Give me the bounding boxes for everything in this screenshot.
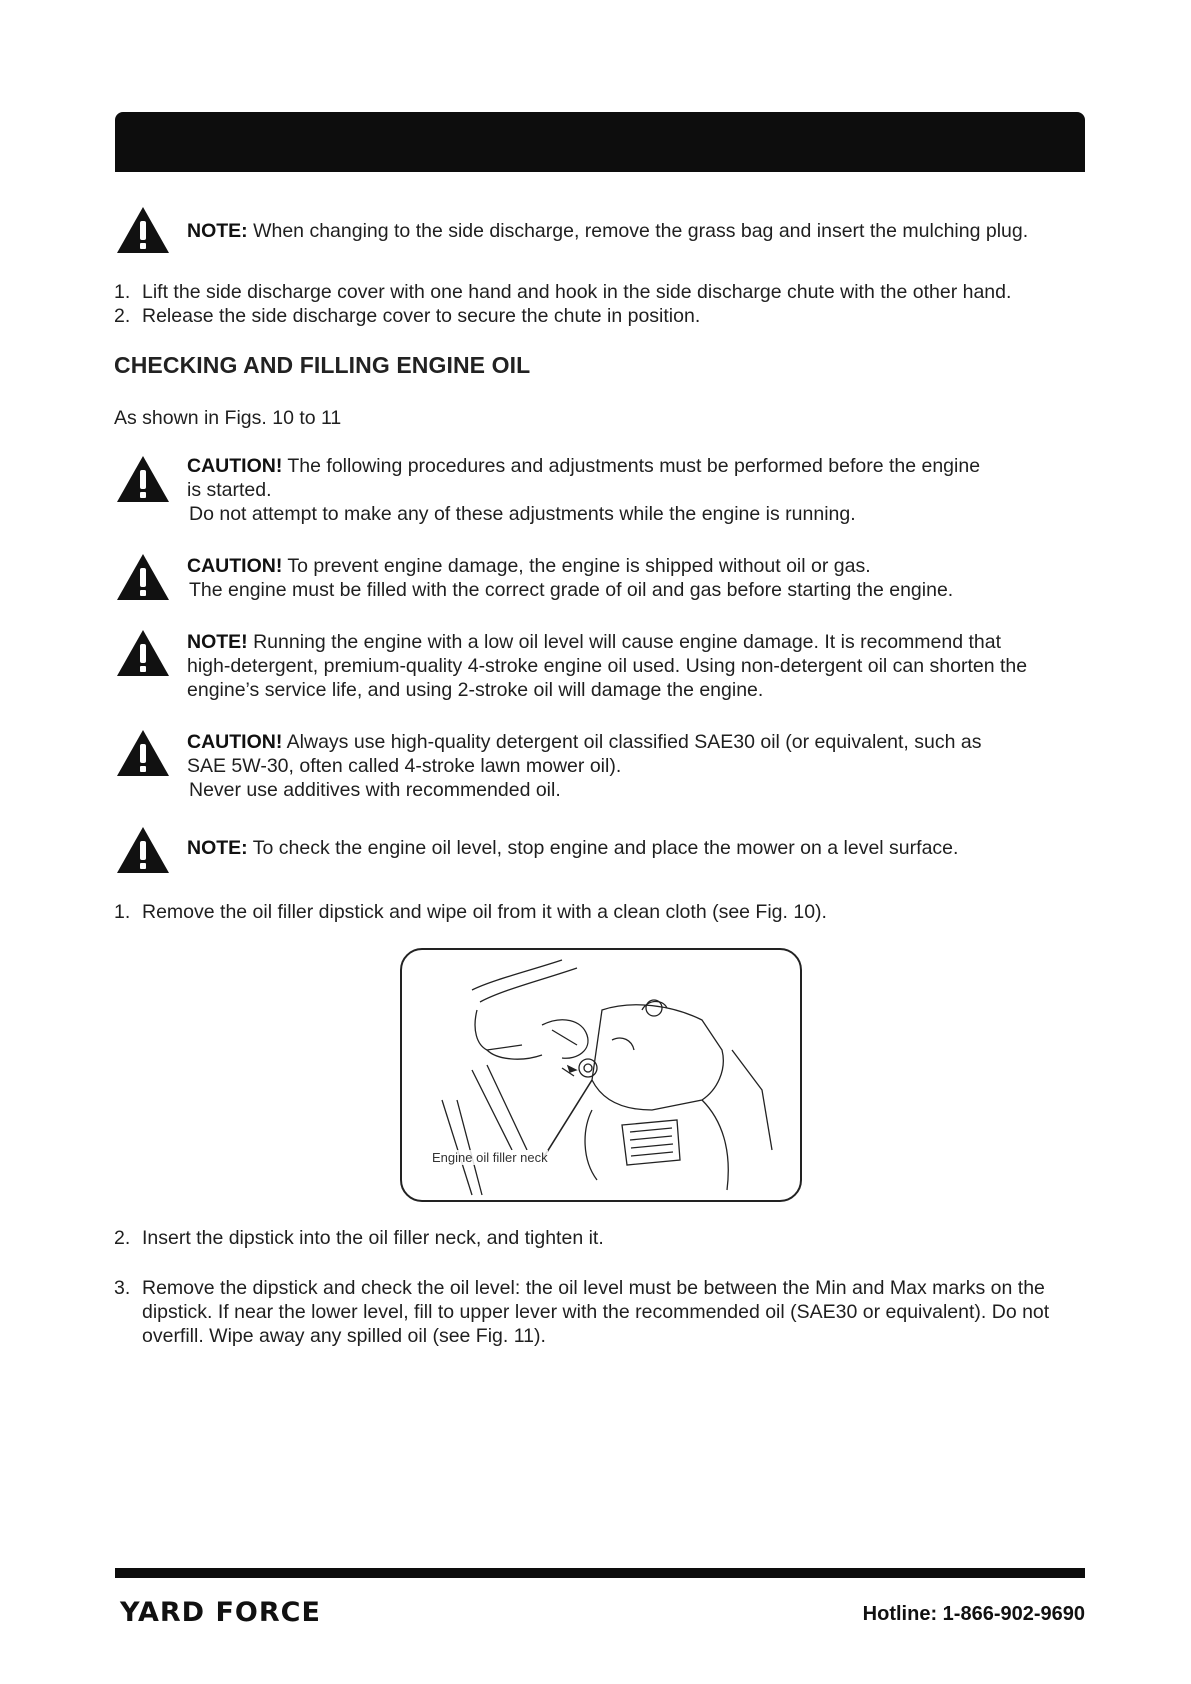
footer-bar bbox=[115, 1568, 1085, 1578]
note-text: NOTE: When changing to the side discharge, remove the grass bag and insert the mulching plug. bbox=[187, 220, 1029, 242]
list-item: 1. Remove the oil filler dipstick and wipe oil from it with a clean cloth (see Fig. 10). bbox=[114, 901, 827, 923]
list-item: 2. Release the side discharge cover to secure the chute in position. bbox=[114, 305, 701, 327]
header-bar bbox=[115, 112, 1085, 172]
warning-triangle-icon bbox=[115, 728, 171, 778]
warning-triangle-icon bbox=[115, 825, 171, 875]
caution-before-start: CAUTION! The following procedures and adjustments must be performed before the engine is started. Do not attempt to make any of these adjustments while the engine is running. bbox=[115, 448, 1085, 528]
list-item: 2. Insert the dipstick into the oil filler neck, and tighten it. bbox=[114, 1227, 604, 1249]
section-heading: CHECKING AND FILLING ENGINE OIL bbox=[114, 352, 531, 378]
brand-logo: YARD FORCE bbox=[120, 1597, 321, 1628]
warning-triangle-icon bbox=[115, 454, 171, 504]
list-item: 1. Lift the side discharge cover with one hand and hook in the side discharge chute with the other hand. bbox=[114, 281, 1012, 303]
steps-oil-1 bbox=[114, 900, 1094, 924]
warning-triangle-icon bbox=[115, 205, 171, 255]
note-side-discharge bbox=[115, 205, 1085, 261]
intro-text: As shown in Figs. 10 to 11 bbox=[114, 407, 342, 429]
hotline-text: Hotline: 1-866-902-9690 bbox=[862, 1603, 1085, 1625]
note-check-oil: NOTE: To check the engine oil level, stop engine and place the mower on a level surface. bbox=[115, 825, 1085, 881]
steps-oil-3 bbox=[114, 1276, 1094, 1348]
caution-shipped-without-oil: CAUTION! To prevent engine damage, the engine is shipped without oil or gas. The engine must be filled with the correct grade of oil and gas before starting the engine. bbox=[115, 548, 1085, 608]
figure-engine-oil-filler bbox=[400, 948, 802, 1202]
figure-callout-label: Engine oil filler neck bbox=[432, 1150, 548, 1165]
list-item: 3. Remove the dipstick and check the oil level: the oil level must be between the Min and Max marks on the dipstick. If near the lower level, fill to upper lever with the recommended oil (SAE30 or equivalent). Do not overfill. Wipe away any spilled oil (see Fig. 11). bbox=[114, 1277, 1050, 1347]
warning-triangle-icon bbox=[115, 552, 171, 602]
note-low-oil: NOTE! Running the engine with a low oil level will cause engine damage. It is recommend that high-detergent, premium-quality 4-stroke engine oil used. Using non-detergent oil can shorten the engine’s service life, and using 2-stroke oil will damage the engine. bbox=[115, 624, 1085, 704]
steps-side-discharge bbox=[114, 280, 1094, 328]
caution-oil-type: CAUTION! Always use high-quality detergent oil classified SAE30 oil (or equivalent, such as SAE 5W-30, often called 4-stroke lawn mower oil). Never use additives with recommended oil. bbox=[115, 724, 1085, 804]
steps-oil-2 bbox=[114, 1226, 1094, 1250]
warning-triangle-icon bbox=[115, 628, 171, 678]
